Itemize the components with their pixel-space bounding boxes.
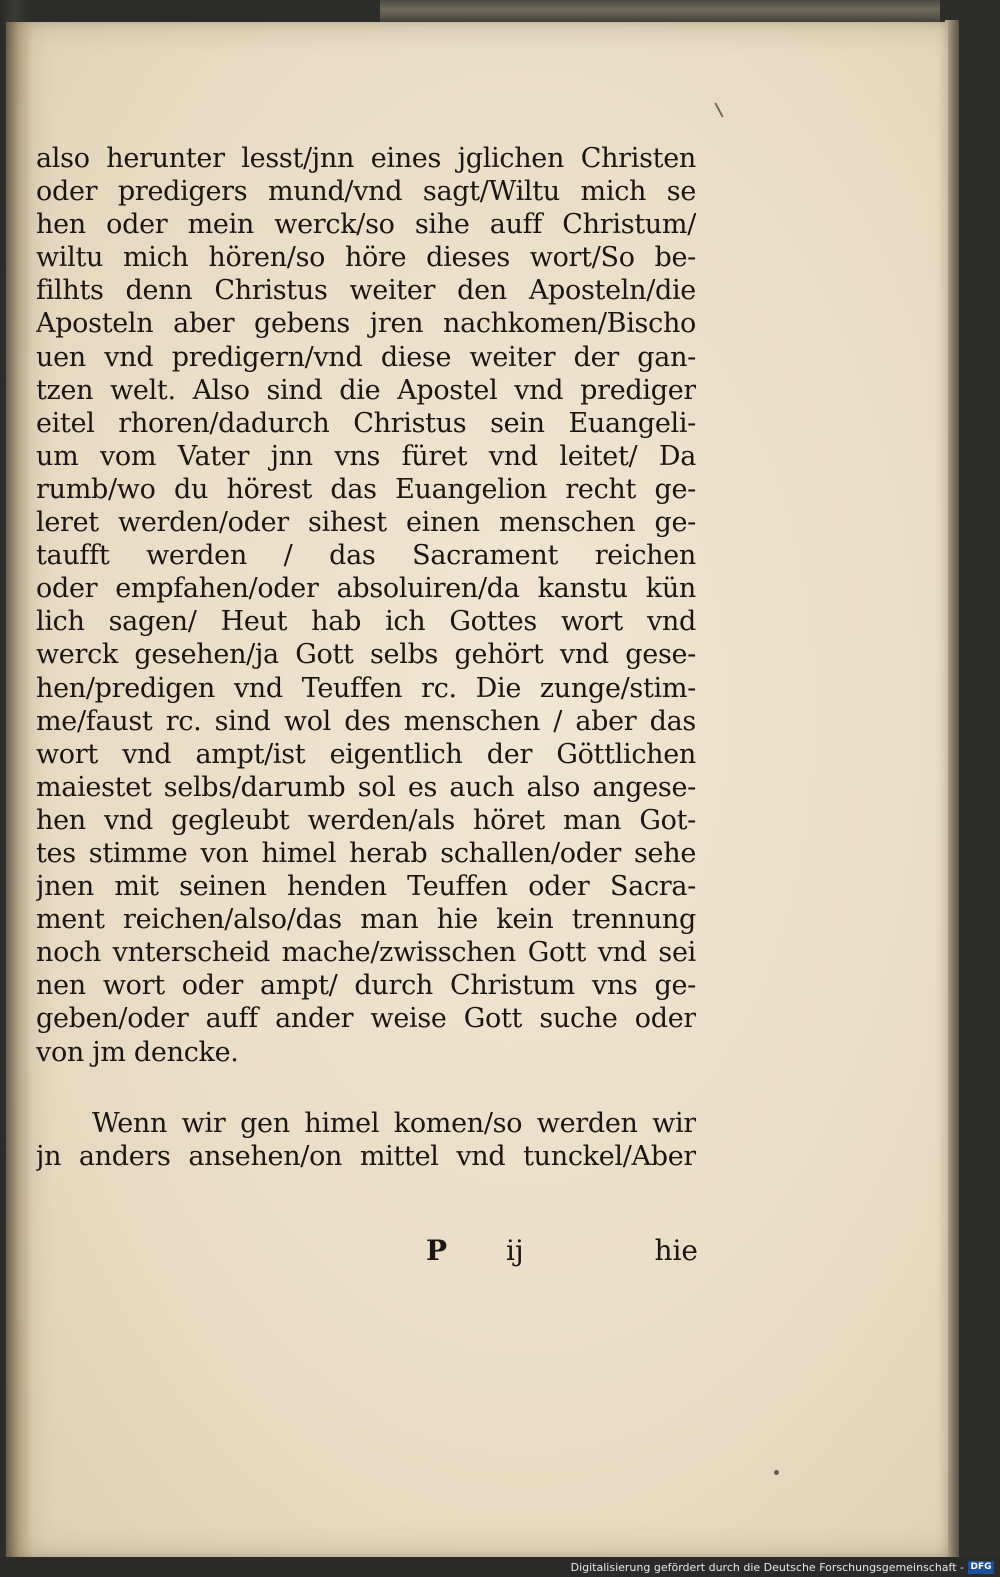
text-line: wort vnd ampt/ist eigentlich der Göttlichen [36,738,696,770]
text-line: uen vnd predigern/vnd diese weiter der gan- [36,341,696,373]
text-line: tes stimme von himel herab schallen/oder sehe [36,837,696,869]
text-line: filhts denn Christus weiter den Aposteln/die [36,275,696,307]
text-line: Aposteln aber gebens jren nachkomen/Bischo [36,308,696,340]
body-text [36,142,696,1173]
text-line: hen/predigen vnd Teuffen rc. Die zunge/stim- [36,672,696,704]
text-line: werck gesehen/ja Gott selbs gehört vnd gese- [36,639,696,671]
text-line: ment reichen/also/das man hie kein trennung [36,904,696,936]
text-line: rumb/wo du hörest das Euangelion recht ge- [36,473,696,505]
text-line: leret werden/oder sihest einen menschen ge- [36,507,696,539]
text-line: nen wort oder ampt/ durch Christum vns ge- [36,970,696,1002]
text-line: jnen mit seinen henden Teuffen oder Sacra- [36,871,696,903]
text-line: von jm dencke. [36,1036,239,1068]
text-line: wiltu mich hören/so höre dieses wort/So be- [36,242,696,274]
text-line: noch vnterscheid mache/zwisschen Gott vnd sei [36,937,696,969]
gutter-shadow [6,22,32,1557]
text-line: geben/oder auff ander weise Gott suche oder [36,1003,696,1035]
footer-bar [0,1557,1000,1577]
signature-mark: P [426,1234,448,1267]
page-edge-top [380,0,940,24]
text-line: hen vnd gegleubt werden/als höret man Got- [36,804,696,836]
text-line: taufft werden / das Sacrament reichen [36,540,696,572]
text-line: hen oder mein werck/so sihe auff Christum/ [36,209,696,241]
dfg-logo: DFG [968,1561,994,1574]
signature-number: ij [506,1234,524,1267]
text-line: oder empfahen/oder absoluiren/da kanstu kün [36,573,696,605]
book-page [6,22,948,1557]
ink-mark [714,102,723,117]
text-line: tzen welt. Also sind die Apostel vnd prediger [36,374,696,406]
catchword: hie [654,1234,698,1267]
text-line: also herunter lesst/jnn eines jglichen Christen [36,143,696,174]
text-line: me/faust rc. sind wol des menschen / aber das [36,705,696,737]
paragraph-gap [36,1069,696,1107]
text-line: um vom Vater jnn vns füret vnd leitet/ Da [36,440,696,472]
text-line: oder predigers mund/vnd sagt/Wiltu mich se [36,176,696,208]
ink-dot [774,1470,779,1475]
text-line: Wenn wir gen himel komen/so werden wir [92,1107,696,1139]
text-line: lich sagen/ Heut hab ich Gottes wort vnd [36,606,696,638]
text-line: maiestet selbs/darumb sol es auch also angese- [36,771,696,803]
text-line: jn anders ansehen/on mittel vnd tunckel/Aber [36,1140,696,1172]
text-line: eitel rhoren/dadurch Christus sein Euangeli- [36,407,696,439]
digitization-credit: Digitalisierung gefördert durch die Deutsche Forschungsgemeinschaft - [570,1561,964,1574]
signature-line [426,1234,698,1270]
